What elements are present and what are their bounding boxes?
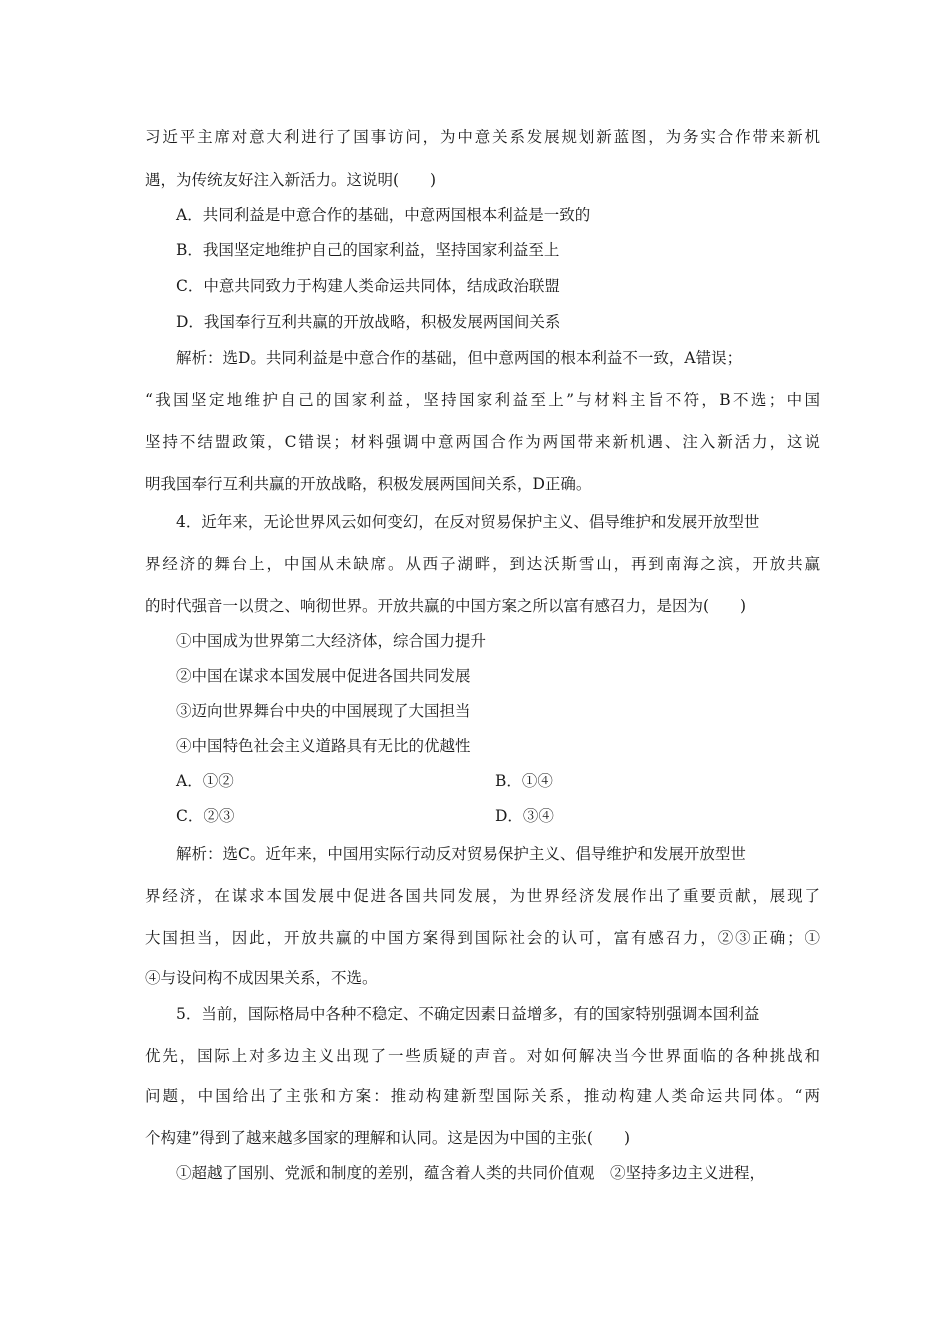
q3-analysis-line-2: “我国坚定地维护自己的国家利益，坚持国家利益至上”与材料主旨不符，B不选；中国 [145, 391, 820, 409]
q3-option-c: C．中意共同致力于构建人类命运共同体，结成政治联盟 [176, 277, 560, 295]
q4-option-b: B．①④ [495, 772, 553, 790]
q5-stem-line-2: 优先，国际上对多边主义出现了一些质疑的声音。对如何解决当今世界面临的各种挑战和 [145, 1047, 820, 1065]
q5-stem-line-1: 5．当前，国际格局中各种不稳定、不确定因素日益增多，有的国家特别强调本国利益 [176, 1005, 760, 1023]
q4-analysis-line-4: ④与设问构不成因果关系，不选。 [145, 969, 378, 987]
q4-analysis-line-2: 界经济，在谋求本国发展中促进各国共同发展，为世界经济发展作出了重要贡献，展现了 [145, 887, 820, 905]
q4-stem-line-1: 4．近年来，无论世界风云如何变幻，在反对贸易保护主义、倡导维护和发展开放型世 [176, 513, 760, 531]
q5-item-line-1: ①超越了国别、党派和制度的差别，蕴含着人类的共同价值观 ②坚持多边主义进程， [176, 1164, 766, 1182]
q3-analysis-line-1: 解析：选D。共同利益是中意合作的基础，但中意两国的根本利益不一致，A错误； [176, 349, 743, 367]
q4-stem-line-3: 的时代强音一以贯之、响彻世界。开放共赢的中国方案之所以富有感召力，是因为( ) [145, 597, 747, 615]
q4-item-3: ③迈向世界舞台中央的中国展现了大国担当 [176, 702, 471, 720]
q3-stem-line-2: 遇，为传统友好注入新活力。这说明( ) [145, 171, 437, 189]
q4-item-4: ④中国特色社会主义道路具有无比的优越性 [176, 737, 471, 755]
q5-stem-line-4: 个构建”得到了越来越多国家的理解和认同。这是因为中国的主张( ) [145, 1129, 631, 1147]
q4-option-c: C．②③ [176, 807, 235, 825]
q4-stem-line-2: 界经济的舞台上，中国从未缺席。从西子湖畔，到达沃斯雪山，再到南海之滨，开放共赢 [145, 555, 820, 573]
q4-item-1: ①中国成为世界第二大经济体，综合国力提升 [176, 632, 487, 650]
q5-stem-line-3: 问题，中国给出了主张和方案：推动构建新型国际关系，推动构建人类命运共同体。“两 [145, 1087, 820, 1105]
q3-analysis-line-3: 坚持不结盟政策，C错误；材料强调中意两国合作为两国带来新机遇、注入新活力，这说 [145, 433, 820, 451]
q4-analysis-line-3: 大国担当，因此，开放共赢的中国方案得到国际社会的认可，富有感召力，②③正确；① [145, 929, 820, 947]
q4-option-a: A．①② [176, 772, 234, 790]
q3-stem-line-1: 习近平主席对意大利进行了国事访问，为中意关系发展规划新蓝图，为务实合作带来新机 [145, 128, 820, 146]
q4-option-d: D．③④ [495, 807, 554, 825]
q4-item-2: ②中国在谋求本国发展中促进各国共同发展 [176, 667, 471, 685]
q3-option-b: B．我国坚定地维护自己的国家利益，坚持国家利益至上 [176, 241, 560, 259]
q4-analysis-line-1: 解析：选C。近年来，中国用实际行动反对贸易保护主义、倡导维护和发展开放型世 [176, 845, 746, 863]
q3-option-a: A．共同利益是中意合作的基础，中意两国根本利益是一致的 [176, 206, 591, 224]
q3-analysis-line-4: 明我国奉行互利共赢的开放战略，积极发展两国间关系，D正确。 [145, 475, 592, 493]
q3-option-d: D．我国奉行互利共赢的开放战略，积极发展两国间关系 [176, 313, 561, 331]
